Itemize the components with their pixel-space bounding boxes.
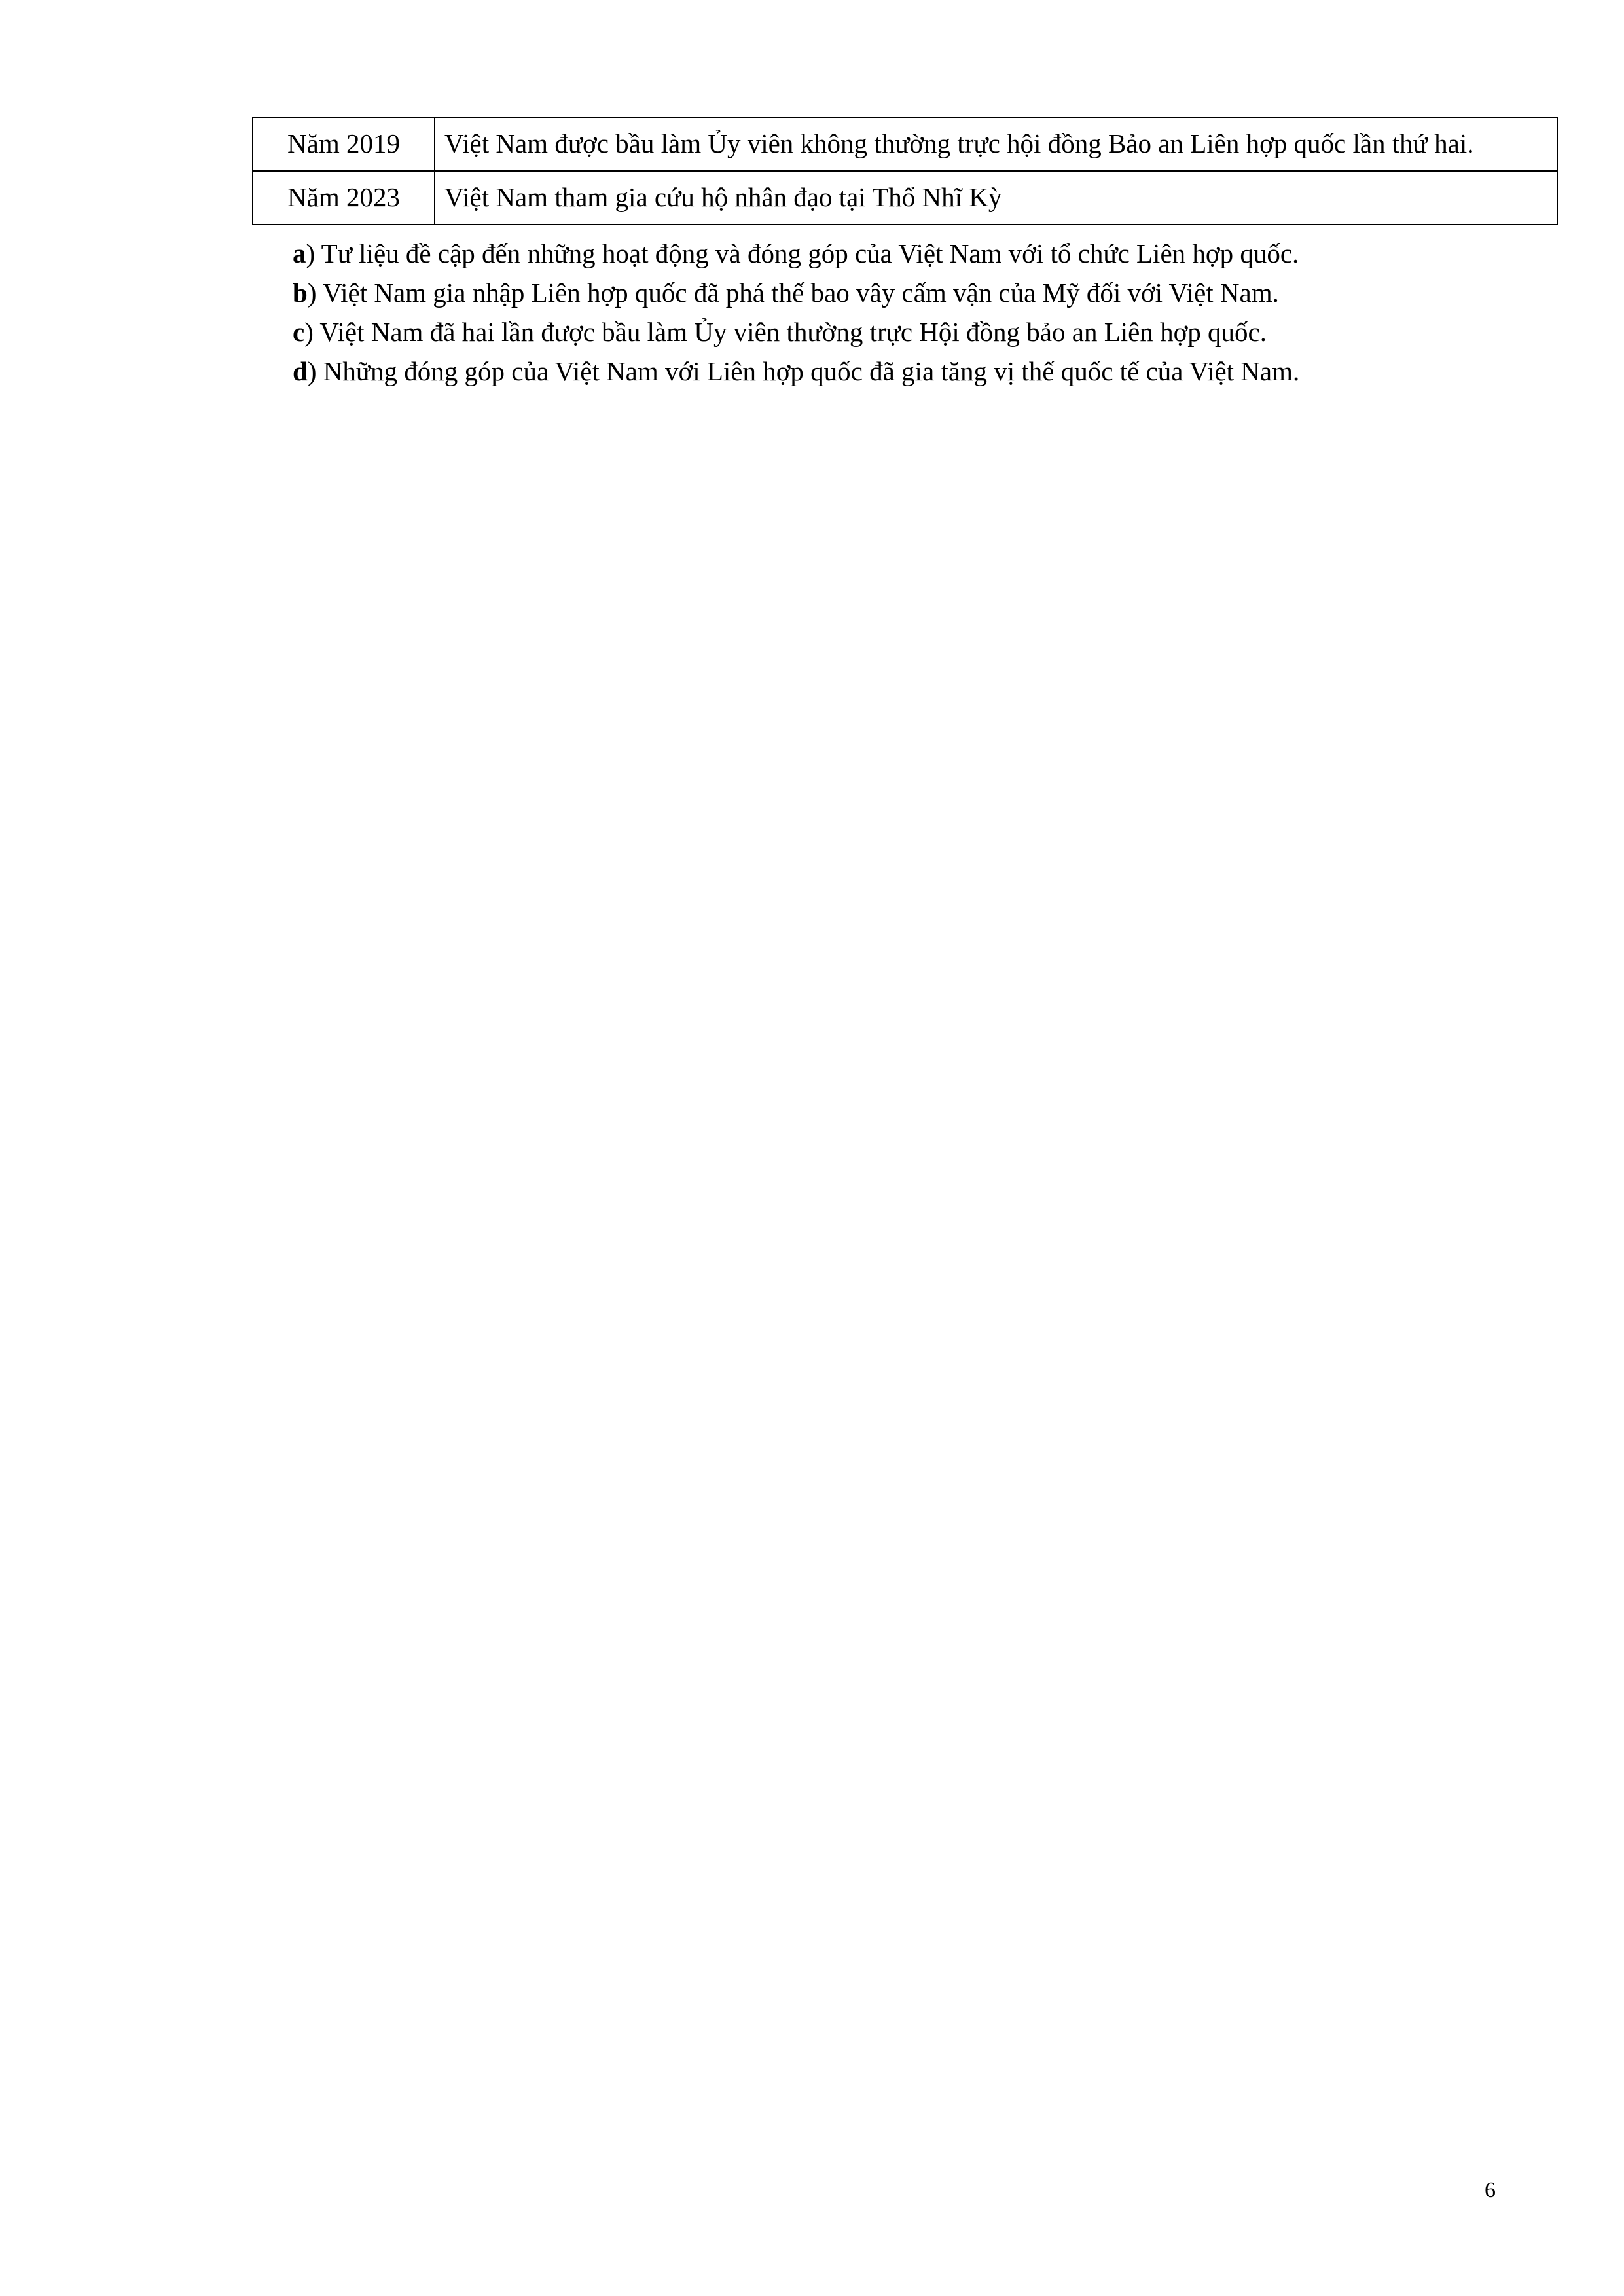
table-cell-description: Việt Nam tham gia cứu hộ nhân đạo tại Thổ Nhĩ Kỳ [435,171,1557,225]
table-cell-year: Năm 2019 [253,117,435,171]
table-cell-description: Việt Nam được bầu làm Ủy viên không thường trực hội đồng Bảo an Liên hợp quốc lần thứ hai. [435,117,1557,171]
page-content [252,117,1558,392]
statement-list [252,234,1558,391]
statement-label: a [293,238,306,269]
statement-c [252,313,1558,352]
page-number: 6 [1485,2178,1496,2202]
statement-a [252,234,1558,274]
timeline-table [252,117,1558,225]
statement-d [252,352,1558,392]
statement-text: ) Tư liệu đề cập đến những hoạt động và đóng góp của Việt Nam với tổ chức Liên hợp quốc. [306,238,1299,269]
table-row [253,117,1557,171]
statement-text: ) Việt Nam gia nhập Liên hợp quốc đã phá thế bao vây cấm vận của Mỹ đối với Việt Nam. [307,278,1279,308]
table-cell-year: Năm 2023 [253,171,435,225]
statement-label: d [293,356,308,387]
statement-label: c [293,317,305,348]
statement-label: b [293,278,308,308]
statement-text: ) Việt Nam đã hai lần được bầu làm Ủy viên thường trực Hội đồng bảo an Liên hợp quốc. [304,317,1267,348]
table-row [253,171,1557,225]
statement-b [252,274,1558,313]
statement-text: ) Những đóng góp của Việt Nam với Liên hợp quốc đã gia tăng vị thế quốc tế của Việt Nam. [307,356,1300,387]
